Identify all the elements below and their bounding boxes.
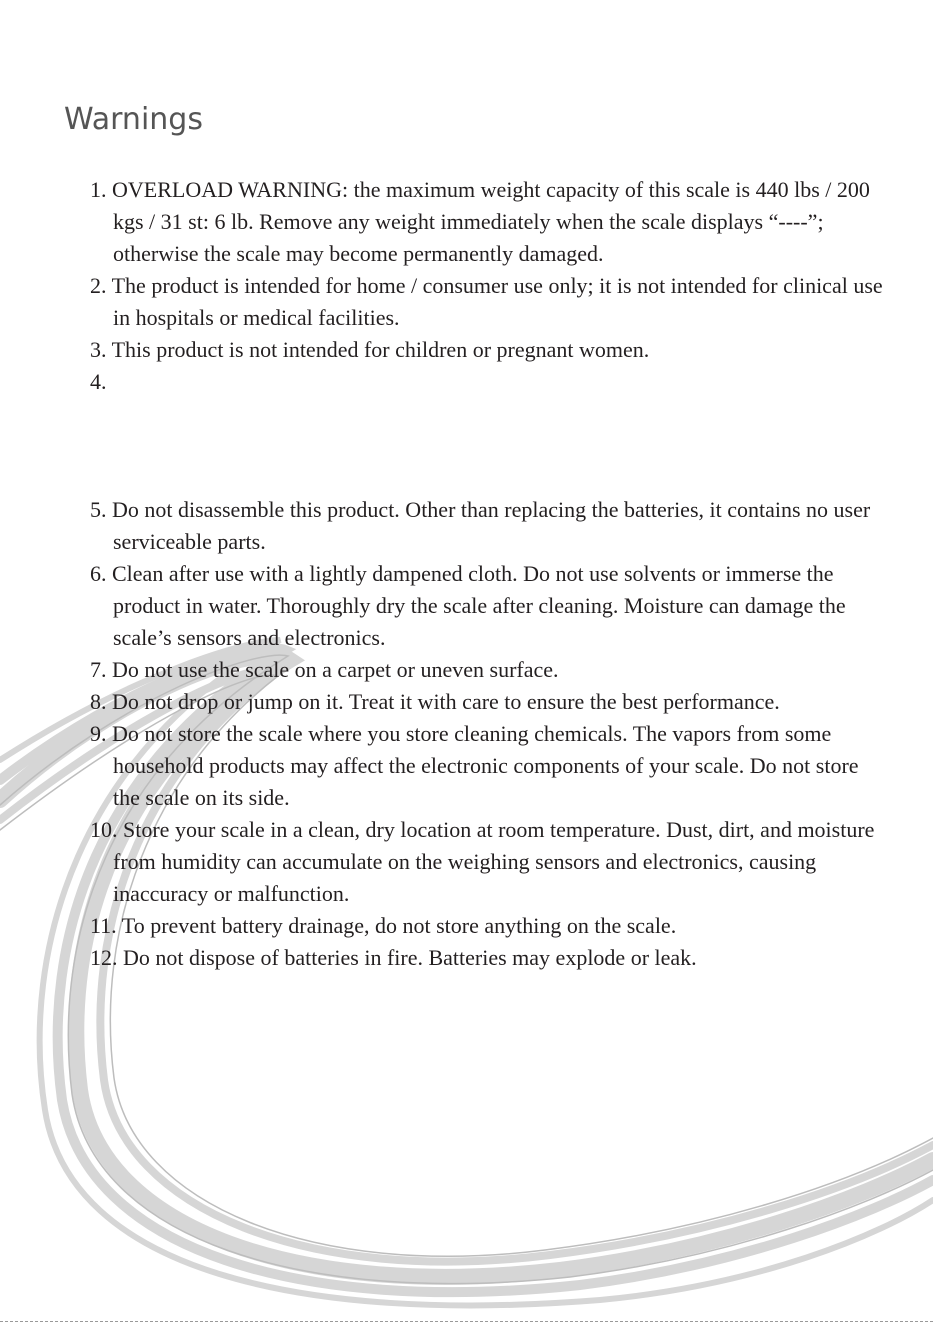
- list-item: [90, 910, 890, 942]
- list-item: [90, 718, 890, 814]
- item-text: Store your scale in a clean, dry location at room temperature. Dust, dirt, and moisture from humidity can accumulate on the weighing sensors and electronics, causing inaccuracy or malfunction.: [113, 817, 875, 906]
- item-text: Do not drop or jump on it. Treat it with care to ensure the best performance.: [112, 689, 780, 714]
- item-text: Clean after use with a lightly dampened cloth. Do not use solvents or immerse the product in water. Thoroughly dry the scale after cleaning. Moisture can damage the scale’s sensors and electronics.: [112, 561, 846, 650]
- list-item: [90, 654, 890, 686]
- warnings-list: [90, 174, 890, 974]
- item-text: Do not store the scale where you store cleaning chemicals. The vapors from some household products may affect the electronic components of your scale. Do not store the scale on its side.: [112, 721, 859, 810]
- item-number: 12.: [90, 945, 118, 970]
- item-text: The product is intended for home / consumer use only; it is not intended for clinical use in hospitals or medical facilities.: [111, 273, 883, 330]
- list-item: [90, 686, 890, 718]
- list-item: [90, 942, 890, 974]
- item-number: 10.: [90, 817, 118, 842]
- item-number: 6.: [90, 561, 107, 586]
- item-number: 11.: [90, 913, 117, 938]
- item-number: 9.: [90, 721, 107, 746]
- list-item: [90, 814, 890, 910]
- list-item: [90, 558, 890, 654]
- item-number: 1.: [90, 177, 107, 202]
- item-number: 2.: [90, 273, 107, 298]
- item-text: Do not use the scale on a carpet or uneven surface.: [112, 657, 559, 682]
- page-title: Warnings: [64, 102, 203, 137]
- list-item: [90, 494, 890, 558]
- item-text: To prevent battery drainage, do not store anything on the scale.: [121, 913, 677, 938]
- item-text: Do not disassemble this product. Other than replacing the batteries, it contains no user serviceable parts.: [112, 497, 871, 554]
- list-item: [90, 270, 890, 334]
- item-text: OVERLOAD WARNING: the maximum weight capacity of this scale is 440 lbs / 200 kgs / 31 st: 6 lb. Remove any weight immediately when the scale displays “----”; otherwise the scale may become permanently damaged.: [112, 177, 870, 266]
- item-number: 4.: [90, 369, 107, 394]
- list-item: [90, 366, 890, 494]
- item-text: This product is not intended for children or pregnant women.: [111, 337, 650, 362]
- item-number: 7.: [90, 657, 107, 682]
- item-number: 3.: [90, 337, 107, 362]
- item-text: Do not dispose of batteries in fire. Batteries may explode or leak.: [123, 945, 697, 970]
- item-number: 8.: [90, 689, 107, 714]
- list-item: [90, 174, 890, 270]
- item-number: 5.: [90, 497, 107, 522]
- list-item: [90, 334, 890, 366]
